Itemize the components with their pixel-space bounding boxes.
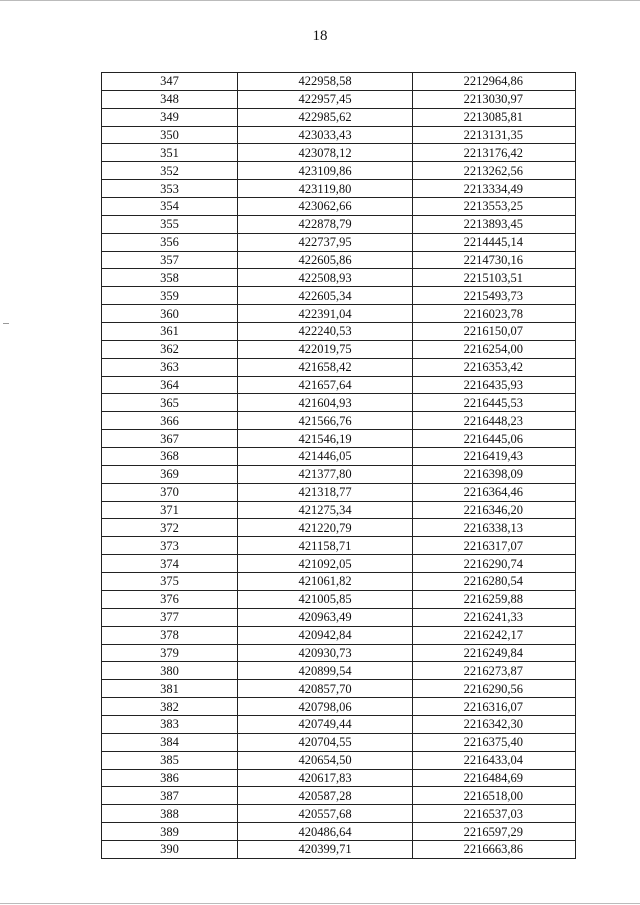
table-row bbox=[102, 198, 576, 216]
table-row bbox=[102, 573, 576, 591]
y-coordinate-cell: 2216518,00 bbox=[413, 787, 576, 805]
table-row bbox=[102, 626, 576, 644]
x-coordinate-cell: 423109,86 bbox=[238, 162, 413, 180]
x-coordinate-cell: 421657,64 bbox=[238, 376, 413, 394]
point-number-cell: 365 bbox=[102, 394, 238, 412]
table-row bbox=[102, 698, 576, 716]
table-row bbox=[102, 680, 576, 698]
table-row bbox=[102, 162, 576, 180]
y-coordinate-cell: 2216364,46 bbox=[413, 483, 576, 501]
point-number-cell: 370 bbox=[102, 483, 238, 501]
point-number-cell: 352 bbox=[102, 162, 238, 180]
table-row bbox=[102, 376, 576, 394]
y-coordinate-cell: 2216375,40 bbox=[413, 733, 576, 751]
table-row bbox=[102, 305, 576, 323]
y-coordinate-cell: 2216484,69 bbox=[413, 769, 576, 787]
table-row bbox=[102, 465, 576, 483]
point-number-cell: 356 bbox=[102, 233, 238, 251]
point-number-cell: 371 bbox=[102, 501, 238, 519]
x-coordinate-cell: 422605,34 bbox=[238, 287, 413, 305]
point-number-cell: 354 bbox=[102, 198, 238, 216]
y-coordinate-cell: 2214445,14 bbox=[413, 233, 576, 251]
x-coordinate-cell: 422019,75 bbox=[238, 340, 413, 358]
x-coordinate-cell: 420617,83 bbox=[238, 769, 413, 787]
x-coordinate-cell: 422240,53 bbox=[238, 323, 413, 341]
point-number-cell: 355 bbox=[102, 215, 238, 233]
y-coordinate-cell: 2213131,35 bbox=[413, 126, 576, 144]
table-row bbox=[102, 448, 576, 466]
y-coordinate-cell: 2212964,86 bbox=[413, 73, 576, 91]
y-coordinate-cell: 2214730,16 bbox=[413, 251, 576, 269]
y-coordinate-cell: 2216353,42 bbox=[413, 358, 576, 376]
y-coordinate-cell: 2216254,00 bbox=[413, 340, 576, 358]
point-number-cell: 388 bbox=[102, 805, 238, 823]
table-row bbox=[102, 519, 576, 537]
y-coordinate-cell: 2213030,97 bbox=[413, 90, 576, 108]
point-number-cell: 380 bbox=[102, 662, 238, 680]
x-coordinate-cell: 421005,85 bbox=[238, 590, 413, 608]
x-coordinate-cell: 422985,62 bbox=[238, 108, 413, 126]
point-number-cell: 369 bbox=[102, 465, 238, 483]
y-coordinate-cell: 2216338,13 bbox=[413, 519, 576, 537]
y-coordinate-cell: 2215493,73 bbox=[413, 287, 576, 305]
x-coordinate-cell: 421658,42 bbox=[238, 358, 413, 376]
table-row bbox=[102, 180, 576, 198]
point-number-cell: 363 bbox=[102, 358, 238, 376]
coordinates-table bbox=[101, 72, 576, 859]
y-coordinate-cell: 2213334,49 bbox=[413, 180, 576, 198]
point-number-cell: 350 bbox=[102, 126, 238, 144]
y-coordinate-cell: 2216346,20 bbox=[413, 501, 576, 519]
x-coordinate-cell: 420963,49 bbox=[238, 608, 413, 626]
y-coordinate-cell: 2216663,86 bbox=[413, 840, 576, 858]
x-coordinate-cell: 420857,70 bbox=[238, 680, 413, 698]
x-coordinate-cell: 422958,58 bbox=[238, 73, 413, 91]
table-row bbox=[102, 662, 576, 680]
point-number-cell: 385 bbox=[102, 751, 238, 769]
y-coordinate-cell: 2216597,29 bbox=[413, 823, 576, 841]
y-coordinate-cell: 2216445,53 bbox=[413, 394, 576, 412]
point-number-cell: 368 bbox=[102, 448, 238, 466]
x-coordinate-cell: 420942,84 bbox=[238, 626, 413, 644]
table-row bbox=[102, 555, 576, 573]
point-number-cell: 389 bbox=[102, 823, 238, 841]
x-coordinate-cell: 420486,64 bbox=[238, 823, 413, 841]
y-coordinate-cell: 2216448,23 bbox=[413, 412, 576, 430]
point-number-cell: 379 bbox=[102, 644, 238, 662]
point-number-cell: 387 bbox=[102, 787, 238, 805]
table-row bbox=[102, 733, 576, 751]
point-number-cell: 361 bbox=[102, 323, 238, 341]
x-coordinate-cell: 421377,80 bbox=[238, 465, 413, 483]
point-number-cell: 364 bbox=[102, 376, 238, 394]
table-row bbox=[102, 215, 576, 233]
x-coordinate-cell: 421546,19 bbox=[238, 430, 413, 448]
y-coordinate-cell: 2213085,81 bbox=[413, 108, 576, 126]
x-coordinate-cell: 420899,54 bbox=[238, 662, 413, 680]
x-coordinate-cell: 420654,50 bbox=[238, 751, 413, 769]
table-row bbox=[102, 501, 576, 519]
y-coordinate-cell: 2213176,42 bbox=[413, 144, 576, 162]
point-number-cell: 384 bbox=[102, 733, 238, 751]
x-coordinate-cell: 422605,86 bbox=[238, 251, 413, 269]
point-number-cell: 381 bbox=[102, 680, 238, 698]
table-row bbox=[102, 251, 576, 269]
x-coordinate-cell: 422737,95 bbox=[238, 233, 413, 251]
x-coordinate-cell: 421061,82 bbox=[238, 573, 413, 591]
x-coordinate-cell: 420399,71 bbox=[238, 840, 413, 858]
point-number-cell: 373 bbox=[102, 537, 238, 555]
x-coordinate-cell: 423119,80 bbox=[238, 180, 413, 198]
x-coordinate-cell: 423033,43 bbox=[238, 126, 413, 144]
table-row bbox=[102, 73, 576, 91]
table-row bbox=[102, 608, 576, 626]
page-number: 18 bbox=[312, 28, 328, 44]
point-number-cell: 359 bbox=[102, 287, 238, 305]
table-row bbox=[102, 412, 576, 430]
x-coordinate-cell: 422878,79 bbox=[238, 215, 413, 233]
y-coordinate-cell: 2216150,07 bbox=[413, 323, 576, 341]
point-number-cell: 362 bbox=[102, 340, 238, 358]
point-number-cell: 377 bbox=[102, 608, 238, 626]
x-coordinate-cell: 421092,05 bbox=[238, 555, 413, 573]
table-row bbox=[102, 715, 576, 733]
table-row bbox=[102, 644, 576, 662]
point-number-cell: 390 bbox=[102, 840, 238, 858]
table-row bbox=[102, 144, 576, 162]
y-coordinate-cell: 2213262,56 bbox=[413, 162, 576, 180]
point-number-cell: 378 bbox=[102, 626, 238, 644]
y-coordinate-cell: 2216023,78 bbox=[413, 305, 576, 323]
x-coordinate-cell: 421275,34 bbox=[238, 501, 413, 519]
point-number-cell: 367 bbox=[102, 430, 238, 448]
y-coordinate-cell: 2216290,56 bbox=[413, 680, 576, 698]
x-coordinate-cell: 422391,04 bbox=[238, 305, 413, 323]
y-coordinate-cell: 2216398,09 bbox=[413, 465, 576, 483]
table-row bbox=[102, 323, 576, 341]
x-coordinate-cell: 423062,66 bbox=[238, 198, 413, 216]
y-coordinate-cell: 2213553,25 bbox=[413, 198, 576, 216]
y-coordinate-cell: 2216242,17 bbox=[413, 626, 576, 644]
point-number-cell: 383 bbox=[102, 715, 238, 733]
table-row bbox=[102, 840, 576, 858]
table-row bbox=[102, 805, 576, 823]
x-coordinate-cell: 420704,55 bbox=[238, 733, 413, 751]
point-number-cell: 382 bbox=[102, 698, 238, 716]
y-coordinate-cell: 2216249,84 bbox=[413, 644, 576, 662]
table-row bbox=[102, 90, 576, 108]
y-coordinate-cell: 2216433,04 bbox=[413, 751, 576, 769]
x-coordinate-cell: 421220,79 bbox=[238, 519, 413, 537]
x-coordinate-cell: 421566,76 bbox=[238, 412, 413, 430]
point-number-cell: 348 bbox=[102, 90, 238, 108]
table-row bbox=[102, 108, 576, 126]
point-number-cell: 374 bbox=[102, 555, 238, 573]
table-row bbox=[102, 751, 576, 769]
point-number-cell: 347 bbox=[102, 73, 238, 91]
x-coordinate-cell: 420930,73 bbox=[238, 644, 413, 662]
table-row bbox=[102, 287, 576, 305]
point-number-cell: 358 bbox=[102, 269, 238, 287]
point-number-cell: 353 bbox=[102, 180, 238, 198]
table-row bbox=[102, 787, 576, 805]
y-coordinate-cell: 2216419,43 bbox=[413, 448, 576, 466]
y-coordinate-cell: 2216435,93 bbox=[413, 376, 576, 394]
x-coordinate-cell: 421318,77 bbox=[238, 483, 413, 501]
x-coordinate-cell: 420749,44 bbox=[238, 715, 413, 733]
y-coordinate-cell: 2216273,87 bbox=[413, 662, 576, 680]
table-row bbox=[102, 269, 576, 287]
scan-margin-mark bbox=[3, 323, 9, 324]
scan-bottom-edge bbox=[0, 903, 640, 904]
point-number-cell: 357 bbox=[102, 251, 238, 269]
y-coordinate-cell: 2216537,03 bbox=[413, 805, 576, 823]
y-coordinate-cell: 2216241,33 bbox=[413, 608, 576, 626]
y-coordinate-cell: 2213893,45 bbox=[413, 215, 576, 233]
table-row bbox=[102, 823, 576, 841]
y-coordinate-cell: 2216316,07 bbox=[413, 698, 576, 716]
table-row bbox=[102, 233, 576, 251]
scan-top-edge bbox=[0, 0, 640, 1]
point-number-cell: 349 bbox=[102, 108, 238, 126]
x-coordinate-cell: 421158,71 bbox=[238, 537, 413, 555]
x-coordinate-cell: 420557,68 bbox=[238, 805, 413, 823]
x-coordinate-cell: 420587,28 bbox=[238, 787, 413, 805]
y-coordinate-cell: 2215103,51 bbox=[413, 269, 576, 287]
x-coordinate-cell: 420798,06 bbox=[238, 698, 413, 716]
table-row bbox=[102, 358, 576, 376]
x-coordinate-cell: 421604,93 bbox=[238, 394, 413, 412]
table-row bbox=[102, 394, 576, 412]
table-row bbox=[102, 537, 576, 555]
y-coordinate-cell: 2216445,06 bbox=[413, 430, 576, 448]
y-coordinate-cell: 2216342,30 bbox=[413, 715, 576, 733]
table-row bbox=[102, 340, 576, 358]
point-number-cell: 360 bbox=[102, 305, 238, 323]
point-number-cell: 376 bbox=[102, 590, 238, 608]
y-coordinate-cell: 2216317,07 bbox=[413, 537, 576, 555]
point-number-cell: 372 bbox=[102, 519, 238, 537]
x-coordinate-cell: 421446,05 bbox=[238, 448, 413, 466]
x-coordinate-cell: 423078,12 bbox=[238, 144, 413, 162]
point-number-cell: 386 bbox=[102, 769, 238, 787]
x-coordinate-cell: 422957,45 bbox=[238, 90, 413, 108]
table-row bbox=[102, 430, 576, 448]
y-coordinate-cell: 2216259,88 bbox=[413, 590, 576, 608]
y-coordinate-cell: 2216280,54 bbox=[413, 573, 576, 591]
point-number-cell: 366 bbox=[102, 412, 238, 430]
y-coordinate-cell: 2216290,74 bbox=[413, 555, 576, 573]
table-row bbox=[102, 126, 576, 144]
table-row bbox=[102, 590, 576, 608]
table-row bbox=[102, 769, 576, 787]
coordinates-table-body bbox=[102, 73, 576, 859]
x-coordinate-cell: 422508,93 bbox=[238, 269, 413, 287]
point-number-cell: 351 bbox=[102, 144, 238, 162]
point-number-cell: 375 bbox=[102, 573, 238, 591]
table-row bbox=[102, 483, 576, 501]
